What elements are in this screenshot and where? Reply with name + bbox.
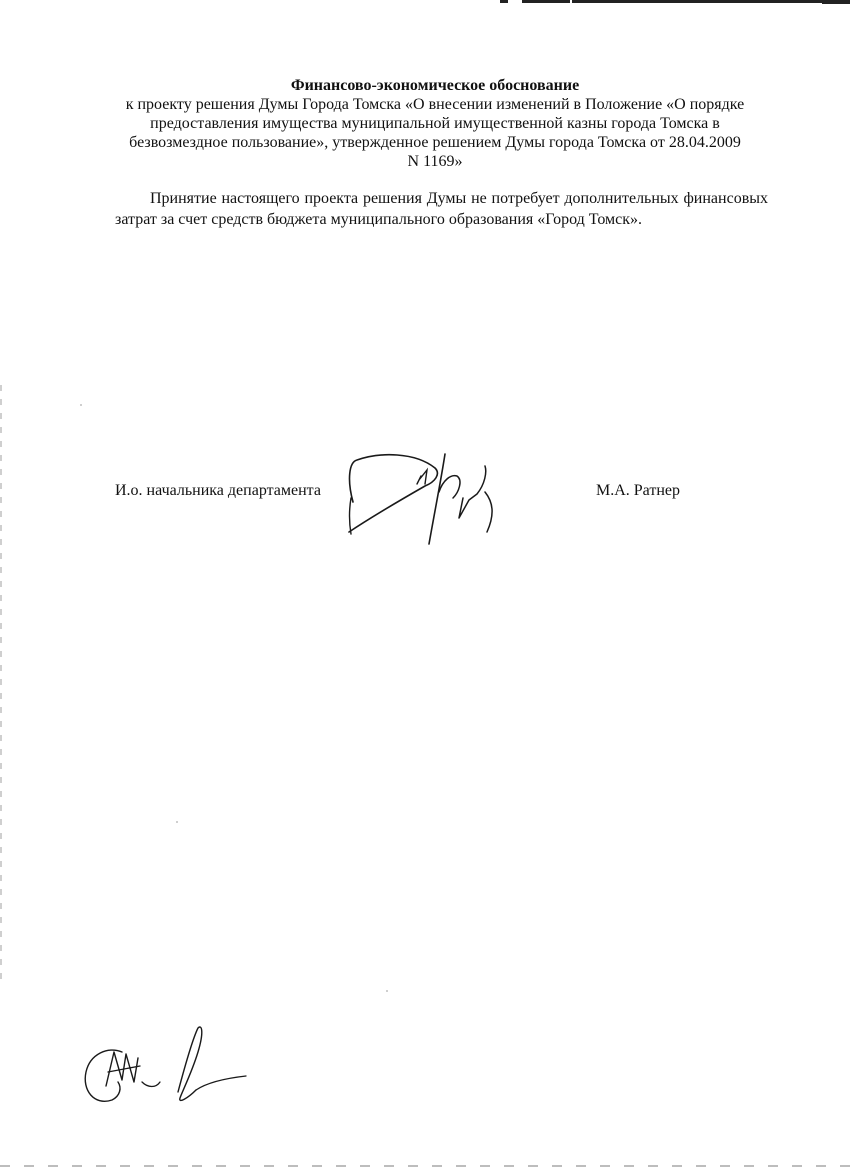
document-subtitle-line: безвозмездное пользование», утвержденное решением Думы города Томска от 28.04.2009 (129, 134, 741, 151)
document-header (100, 76, 770, 171)
handwritten-initials (78, 1022, 253, 1112)
scan-edge-top (500, 0, 850, 4)
signatory-name: М.А. Ратнер (596, 482, 681, 499)
document-subtitle-line: предоставления имущества муниципальной имущественной казны города Томска в (150, 115, 720, 132)
scan-edge-left (0, 385, 2, 985)
handwritten-signature (335, 440, 510, 550)
scan-speck (386, 990, 388, 992)
document-subtitle-line: N 1169» (407, 153, 463, 170)
body-paragraph: Принятие настоящего проекта решения Думы не потребует дополнительных финансовых затрат за счет средств бюджета муниципального образования «Город Томск». (115, 190, 768, 228)
scan-speck (176, 821, 178, 823)
scan-speck (80, 404, 82, 406)
signatory-position: И.о. начальника департамента (115, 482, 321, 499)
document-title: Финансово-экономическое обоснование (290, 77, 580, 94)
scan-edge-bottom (0, 1165, 850, 1167)
document-subtitle-line: к проекту решения Думы Города Томска «О внесении изменений в Положение «О порядке (125, 96, 745, 113)
